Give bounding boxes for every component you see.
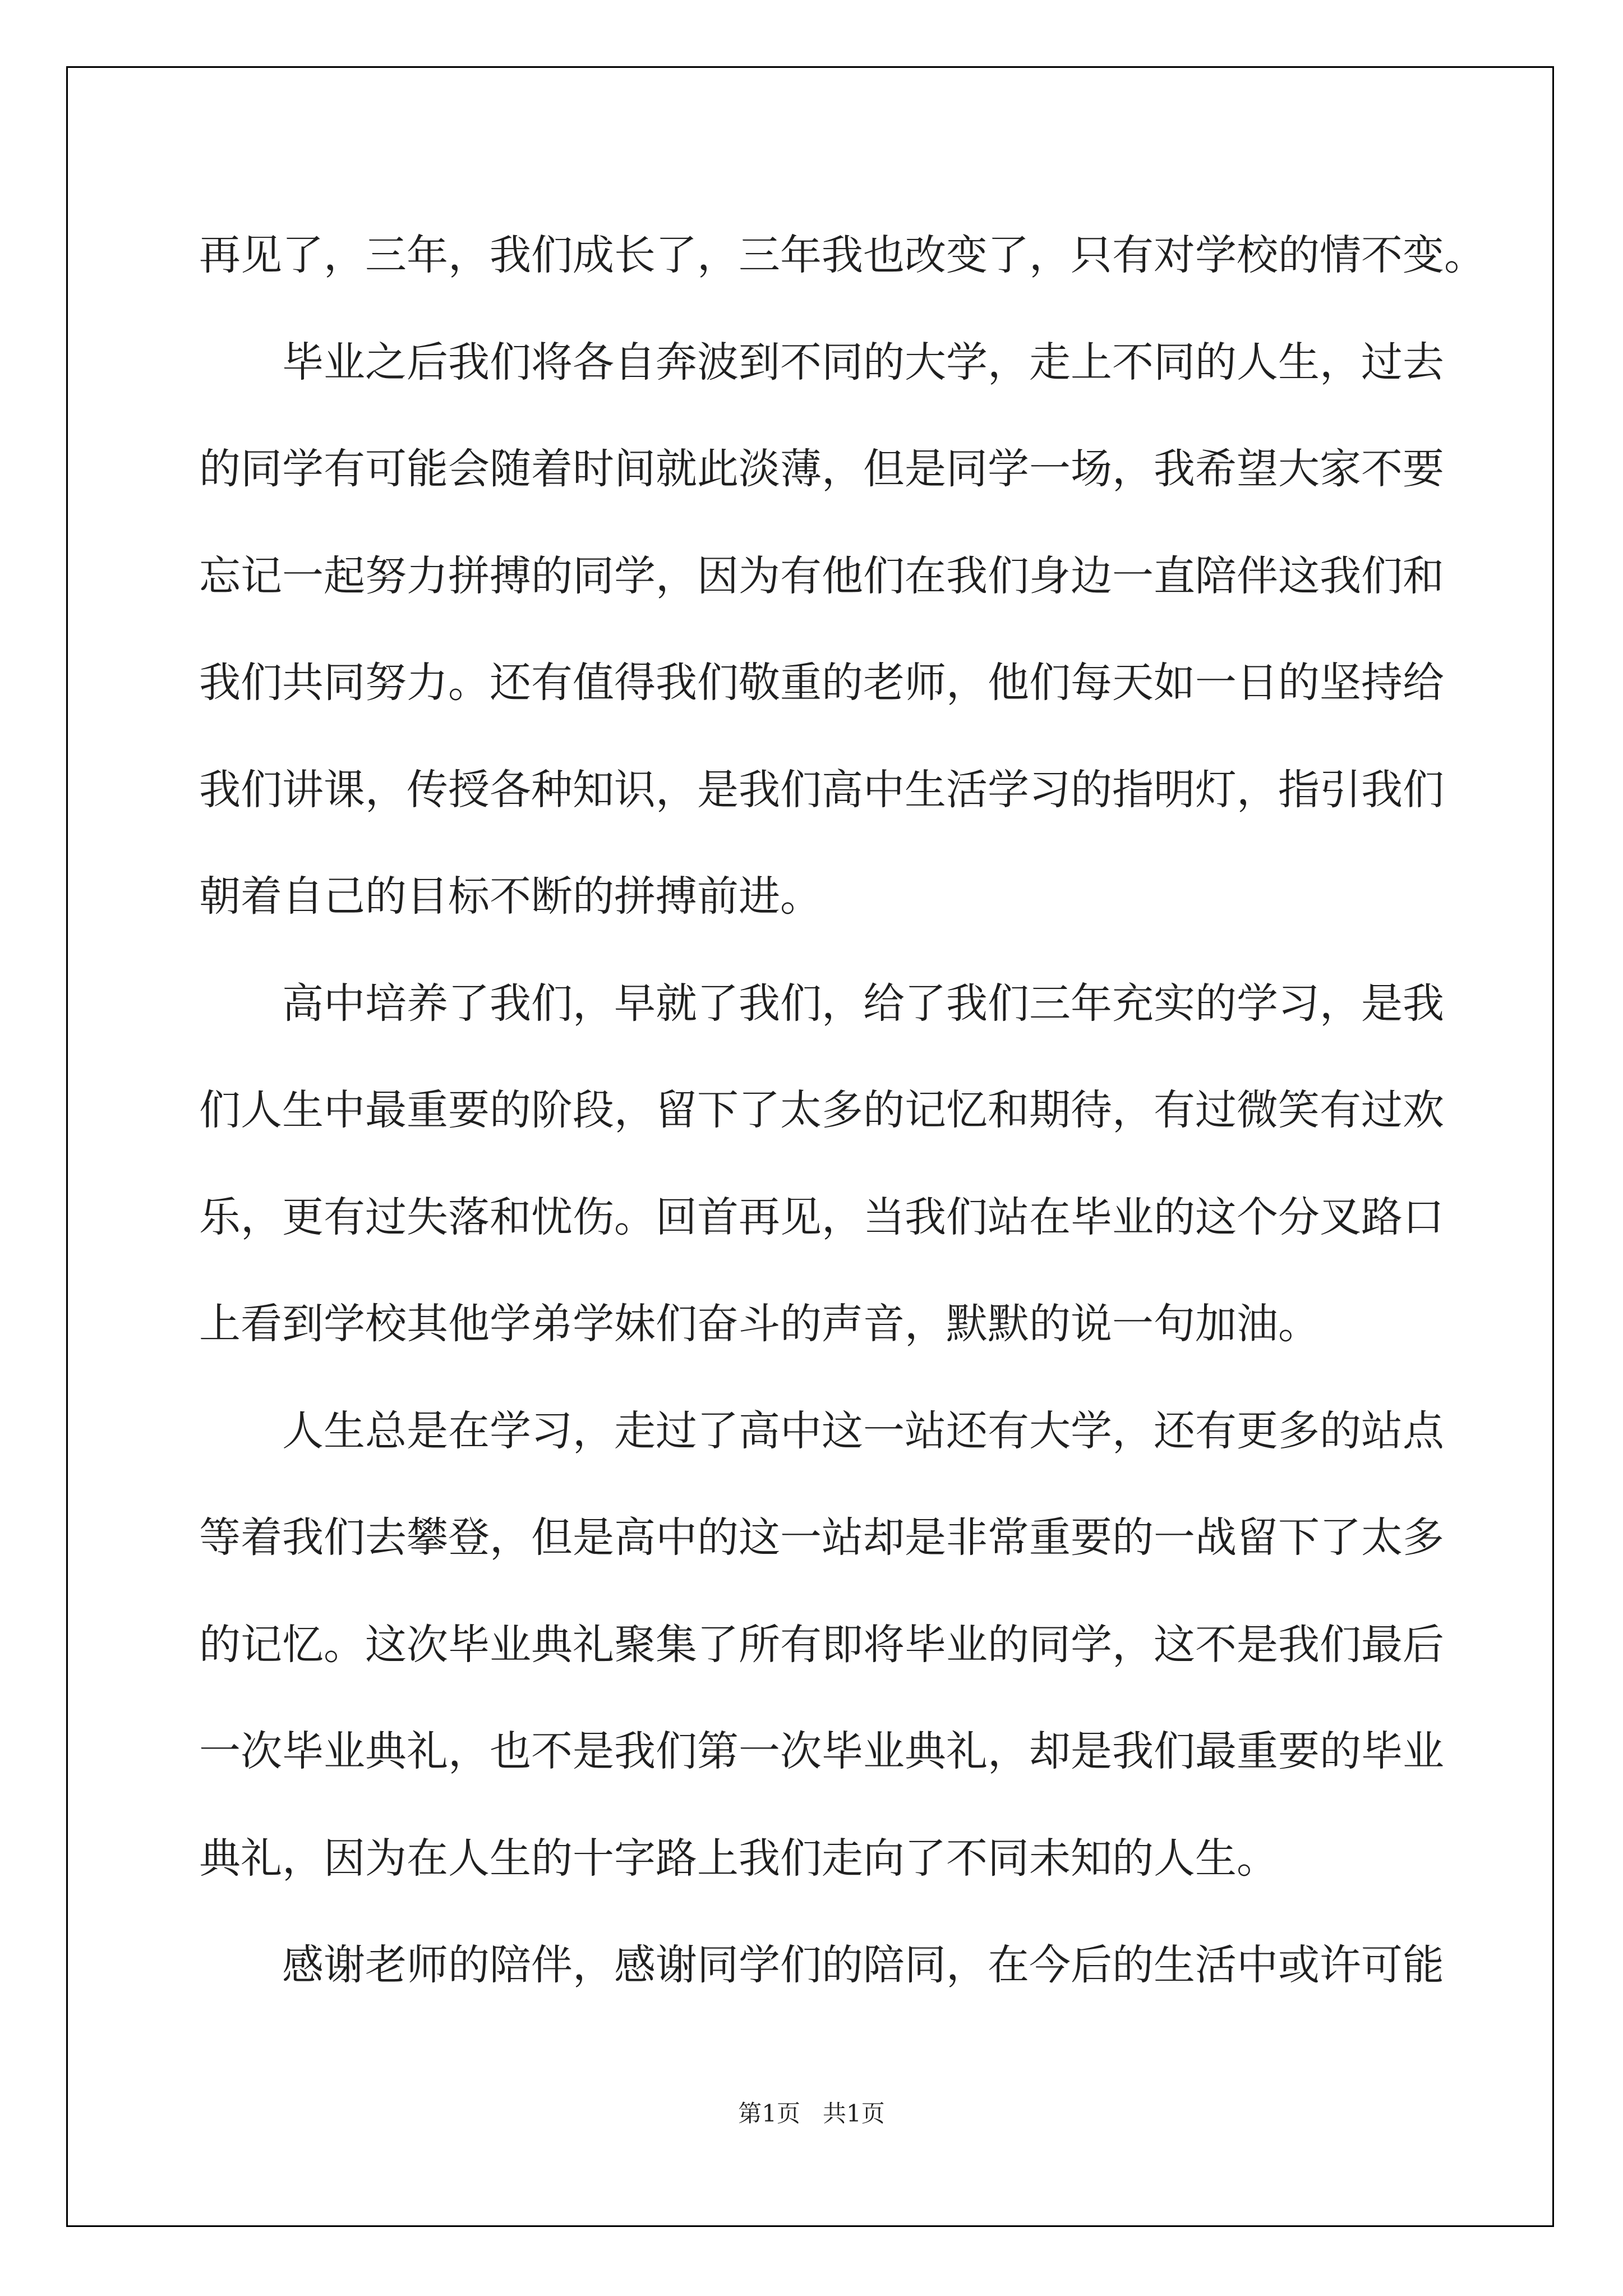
text-line: 毕业之后我们将各自奔波到不同的大学，走上不同的人生，过去 <box>282 338 1444 386</box>
text-line: 我们讲课，传授各种知识，是我们高中生活学习的指明灯，指引我们 <box>199 765 1444 814</box>
page-number-footer: 第1页 共1页 <box>738 2100 885 2127</box>
text-line: 朝着自己的目标不断的拼搏前进。 <box>199 872 822 921</box>
text-line: 乐，更有过失落和忧伤。回首再见，当我们站在毕业的这个分叉路口 <box>199 1193 1444 1241</box>
document-body <box>199 202 1486 2019</box>
text-line: 的记忆。这次毕业典礼聚集了所有即将毕业的同学，这不是我们最后 <box>199 1620 1444 1669</box>
text-line: 一次毕业典礼，也不是我们第一次毕业典礼，却是我们最重要的毕业 <box>199 1727 1444 1775</box>
text-line: 高中培养了我们，早就了我们，给了我们三年充实的学习，是我 <box>282 979 1444 1028</box>
text-line: 上看到学校其他学弟学妹们奋斗的声音，默默的说一句加油。 <box>199 1300 1320 1348</box>
text-line: 人生总是在学习，走过了高中这一站还有大学，还有更多的站点 <box>282 1406 1444 1455</box>
text-line: 等着我们去攀登，但是高中的这一站却是非常重要的一战留下了太多 <box>199 1513 1444 1562</box>
text-line: 再见了，三年，我们成长了，三年我也改变了，只有对学校的情不变。 <box>199 231 1486 279</box>
text-line: 忘记一起努力拼搏的同学，因为有他们在我们身边一直陪伴这我们和 <box>199 551 1444 600</box>
text-line: 我们共同努力。还有值得我们敬重的老师，他们每天如一日的坚持给 <box>199 659 1444 707</box>
text-line: 们人生中最重要的阶段，留下了太多的记忆和期待，有过微笑有过欢 <box>199 1086 1444 1134</box>
text-line: 感谢老师的陪伴，感谢同学们的陪同，在今后的生活中或许可能 <box>282 1941 1444 1989</box>
text-line: 典礼，因为在人生的十字路上我们走向了不同未知的人生。 <box>199 1834 1278 1883</box>
text-line: 的同学有可能会随着时间就此淡薄，但是同学一场，我希望大家不要 <box>199 445 1444 493</box>
